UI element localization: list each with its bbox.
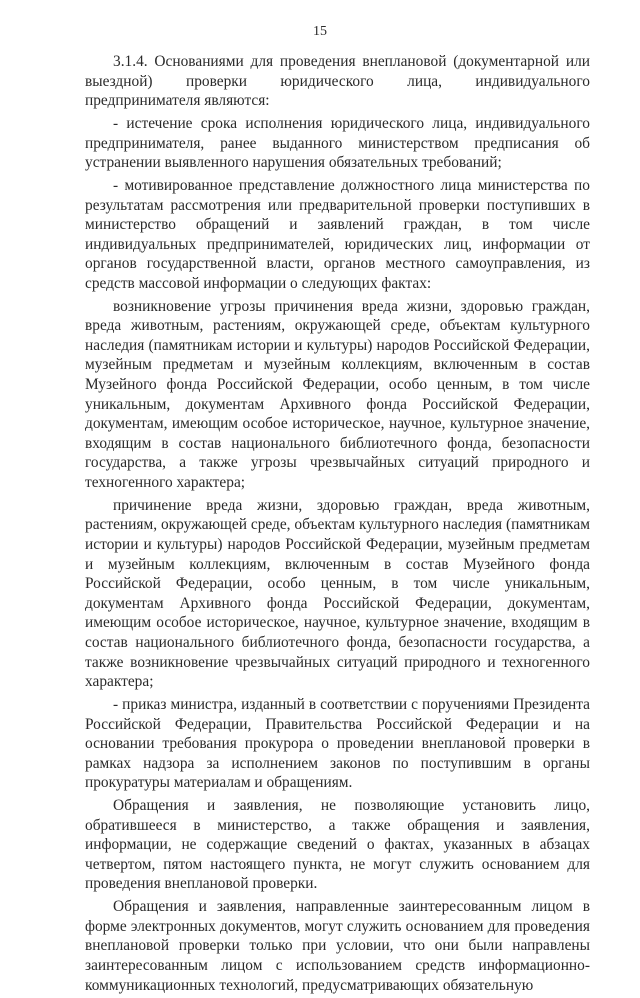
paragraph-anonymous-appeals: Обращения и заявления, не позволяющие установить лицо, обратившееся в министерство, а также обращения и заявления, информации, не содержащие сведений о фактах, указанных в абзацах четвертом, пятом настоящего пункта, не могут служить основанием для проведения внеплановой проверки.: [85, 797, 590, 893]
paragraph-electronic-appeals: Обращения и заявления, направленные заинтересованным лицом в форме электронных документов, могут служить основанием для проведения внеплановой проверки только при условии, что они были направлены заинтересованным лицом с использованием средств информационно-коммуникационных технологий, предусматривающих обязательную: [85, 898, 590, 994]
paragraph-motivated-submission: - мотивированное представление должностного лица министерства по результатам рассмотрения или предварительной проверки поступивших в министерство обращений и заявлений граждан, в том числе индивидуальных предпринимателей, юридических лиц, информации от органов государственной власти, органов местного самоуправления, из средств массовой информации о следующих фактах:: [85, 176, 590, 292]
document-body: [85, 52, 590, 998]
paragraph-infliction-of-harm: причинение вреда жизни, здоровью граждан, вреда животным, растениям, окружающей среде, объектам культурного наследия (памятникам истории и культуры) народов Российской Федерации, музейным предметам и музейным коллекциям, включенным в состав Музейного фонда Российской Федерации, особо ценным, в том числе уникальным, документам Архивного фонда Российской Федерации, документам, имеющим особое историческое, научное, культурное значение, входящим в состав национального библиотечного фонда, безопасности государства, а также возникновение чрезвычайных ситуаций природного и техногенного характера;: [85, 496, 590, 691]
paragraph-expiry: - истечение срока исполнения юридического лица, индивидуального предпринимателя, ранее выданного министерством предписания об устранении выявленного нарушения обязательных требований;: [85, 114, 590, 172]
paragraph-threat-of-harm: возникновение угрозы причинения вреда жизни, здоровью граждан, вреда животным, растениям, окружающей среде, объектам культурного наследия (памятникам истории и культуры) народов Российской Федерации, музейным предметам и музейным коллекциям, включенным в состав Музейного фонда Российской Федерации, особо ценным, в том числе уникальным, документам Архивного фонда Российской Федерации, документам, имеющим особое историческое, научное, культурное значение, входящим в состав национального библиотечного фонда, безопасности государства, а также угрозы чрезвычайных ситуаций природного и техногенного характера;: [85, 297, 590, 492]
page-number: 15: [313, 24, 327, 39]
paragraph-3-1-4: 3.1.4. Основаниями для проведения внеплановой (документарной или выездной) проверки юридического лица, индивидуального предпринимателя являются:: [85, 53, 590, 110]
paragraph-minister-order: - приказ министра, изданный в соответствии с поручениями Президента Российской Федерации, Правительства Российской Федерации и на основании требования прокурора о проведении внеплановой проверки в рамках надзора за исполнением законов по поступившим в органы прокуратуры материалам и обращениям.: [85, 695, 590, 792]
